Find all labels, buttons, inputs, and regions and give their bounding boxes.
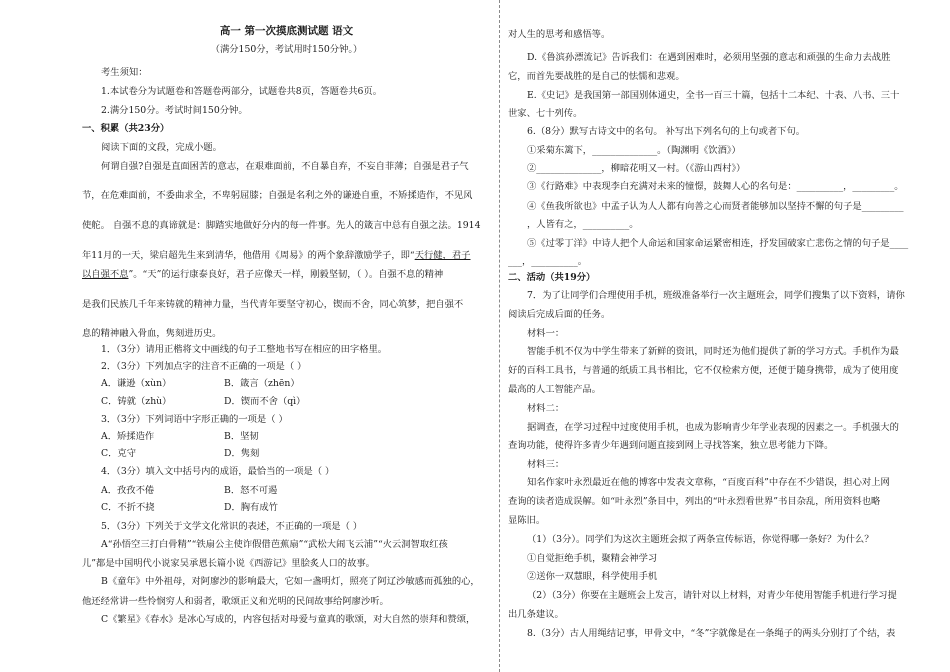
question-6-item-4-cont: ，人皆有之，__________。: [527, 219, 639, 230]
question-5-option-e-cont: 世家、七十列传。: [508, 108, 583, 119]
material-1-label: 材料一：: [527, 328, 565, 339]
notice-item-2: 2.满分150分。考试时间150分钟。: [101, 105, 248, 116]
question-5-option-d: D.《鲁滨孙漂流记》告诉我们：在遇到困难时，必须用坚强的意志和顽强的生命力去战胜: [527, 52, 891, 63]
question-5-option-b: B《童年》中外祖母，对阿廖沙的影响最大，它如一盏明灯，照亮了阿辽沙敏感而孤独的心，: [101, 576, 480, 587]
question-5-option-c: C《繁星》《春水》是冰心写成的，内容包括对母爱与童真的歌颂，对大自然的崇拜和赞颂，: [101, 614, 476, 625]
column-divider: [499, 0, 500, 672]
question-6: 6.（8分）默写古诗文中的名句。 补写出下列名句的上句或者下句。: [527, 126, 806, 137]
passage-text: ”。“天”的运行康泰良好，君子应像天一样，刚毅坚韧，（ ）。自强不息的精神: [128, 269, 444, 280]
question-6-item-1: ①采菊东篱下，______________。（陶渊明《饮酒》）: [527, 145, 741, 156]
question-5-option-b-cont: 他还经常讲一些怜悯穷人和弱者，歌颂正义和光明的民间故事给阿廖沙听。: [82, 596, 389, 607]
material-2-text: 查询功能，使得许多青少年遇到问题直接到网上寻找答案，独立思考能力下降。: [508, 440, 834, 451]
material-1-text: 智能手机不仅为中学生带来了新鲜的资讯，同时还为他们提供了新的学习方式。手机作为最: [527, 346, 899, 357]
passage-text: 年11月的一天，梁启超先生来到清华，他借用《周易》的两个象辞激励学子，即“: [82, 250, 415, 261]
question-1: 1．（3分）请用正楷将文中画线的句子工整地书写在相应的田字格里。: [101, 344, 388, 355]
underlined-sentence: 以自强不息: [82, 269, 129, 280]
task-1-slogan-2: ②送你一双慧眼，科学使用手机: [527, 571, 658, 582]
material-3-text: 知名作家叶永烈最近在他的博客中发表文章称，“百度百科”中存在不少错误，担心对上网: [527, 477, 890, 488]
exam-title: 高一 第一次摸底测试题 语文: [219, 25, 354, 37]
passage-line: 息的精神融入骨血，隽刻进历史。: [82, 328, 222, 339]
material-3-text: 查询的读者造成误解。如“叶永烈”条目中，列出的“叶永烈看世界”书目杂乱，所用资料也略: [508, 496, 881, 507]
option-c-cont: 对人生的思考和感悟等。: [508, 29, 611, 40]
passage-line: 何谓自强?自强是直面困苦的意志，在艰难面前，不自暴自弃，不妄自菲薄；自强是君子气: [101, 161, 469, 172]
question-5: 5．（3分）下列关于文学文化常识的表述，不正确的一项是（ ）: [101, 521, 363, 532]
underlined-sentence: 天行健，君子: [414, 250, 471, 261]
question-5-option-d-cont: 它，而首先要战胜的是自己的怯懦和悲观。: [508, 71, 685, 82]
option-c: C．不折不挠: [101, 502, 155, 513]
option-a: A．孜孜不倦: [101, 485, 155, 496]
question-7: 7．为了让同学们合理使用手机，班级准备举行一次主题班会，同学们搜集了以下资料，请你: [527, 290, 905, 301]
option-d: D．锲而不舍（qì）: [224, 396, 306, 407]
option-b: B．箴言（zhēn）: [224, 378, 300, 389]
passage-line: 节，在危难面前，不委曲求全，不卑躬屈膝；自强是名利之外的谦逊自重，不矫揉造作，不见风: [82, 190, 473, 201]
notice-item-1: 1.本试卷分为试题卷和答题卷两部分，试题卷共8页，答题卷共6页。: [101, 86, 383, 97]
option-c: C．铸就（zhù）: [101, 396, 172, 407]
question-6-item-5: ⑤《过零丁洋》中诗人把个人命运和国家命运紧密相连，抒发国破家亡悲伤之情的句子是____: [527, 238, 909, 249]
question-7-cont: 阅读后完成后面的任务。: [508, 309, 611, 320]
question-6-item-3: ③《行路难》中表现李白充满对未来的憧憬，鼓舞人心的名句是：__________，_________。: [527, 181, 904, 192]
notice-heading: 考生须知：: [101, 67, 148, 78]
question-6-item-2: ②______________，柳暗花明又一村。（《游山西村》）: [527, 163, 746, 174]
question-5-option-a: A“孙悟空三打白骨精”“铁扇公主使诈假借芭蕉扇”“武松大闹飞云浦”“火云洞智取红孩: [101, 539, 448, 550]
exam-subtitle: （满分150分，考试用时150分钟。）: [210, 44, 363, 55]
question-8: 8.（3分）古人用绳结记事，甲骨文中，“冬”字就像是在一条绳子的两头分别打了个结，表: [527, 628, 896, 639]
passage-line: 是我们民族几千年来铸就的精神力量，当代青年要坚守初心，锲而不舍，同心筑梦，把自强不: [82, 299, 464, 310]
question-6-item-4: ④《鱼我所欲也》中孟子认为人人都有向善之心而贤者能够加以坚持不懈的句子是_________: [527, 201, 904, 212]
material-2-label: 材料二：: [527, 403, 565, 414]
option-d: D．胸有成竹: [224, 502, 278, 513]
section-heading-activity: 二、活动（共19分）: [508, 272, 596, 283]
section-heading-accumulation: 一、积累（共23分）: [82, 123, 170, 134]
option-b: B．怒不可遏: [224, 485, 278, 496]
question-5-option-e: E.《史记》是我国第一部国别体通史，全书一百三十篇，包括十二本纪、十表、八书、三十: [527, 90, 900, 101]
option-a: A．谦逊（xùn）: [101, 378, 172, 389]
option-b: B．坚韧: [224, 431, 259, 442]
task-1-slogan-1: ①自觉拒绝手机，聚精会神学习: [527, 553, 658, 564]
material-2-text: 据调查，在学习过程中过度使用手机，也成为影响青少年学业表现的因素之一。手机强大的: [527, 422, 899, 433]
material-1-text: 最高的人工智能产品。: [508, 384, 601, 395]
question-5-option-a-cont: 儿”都是中国明代小说家吴承恩长篇小说《西游记》里脍炙人口的故事。: [82, 558, 375, 569]
passage-line: 使舵。 自强不息的真谛就是：脚踏实地做好分内的每一件事。先人的箴言中总有自强之法。1914: [82, 220, 481, 231]
question-3: 3．（3分）下列词语中字形正确的一项是（ ）: [101, 414, 288, 425]
passage-line: [82, 250, 491, 262]
question-2: 2．（3分）下列加点字的注音不正确的一项是（ ）: [101, 361, 307, 372]
material-3-text: 显陈旧。: [508, 515, 546, 526]
task-1: （1）（3分）。同学们为这次主题班会拟了两条宣传标语，你觉得哪一条好？为什么？: [527, 534, 874, 545]
reading-intro: 阅读下面的文段，完成小题。: [101, 142, 222, 153]
question-6-item-5-cont: ___，__________。: [508, 256, 588, 267]
option-d: D．隽刻: [224, 448, 260, 459]
option-a: A．矫揉造作: [101, 431, 155, 442]
option-c: C．克守: [101, 448, 137, 459]
task-2-cont: 出几条建议。: [508, 609, 564, 620]
task-2: （2）（3分）你要在主题班会上发言，请针对以上材料，对青少年使用智能手机进行学习提: [527, 590, 897, 601]
material-3-label: 材料三：: [527, 459, 565, 470]
material-1-text: 好的百科工具书，与普通的纸质工具书相比，它不仅检索方便，还便于随身携带，成为了使用度: [508, 365, 899, 376]
question-4: 4．（3分）填入文中括号内的成语，最恰当的一项是（ ）: [101, 466, 335, 477]
passage-line: [82, 269, 491, 281]
